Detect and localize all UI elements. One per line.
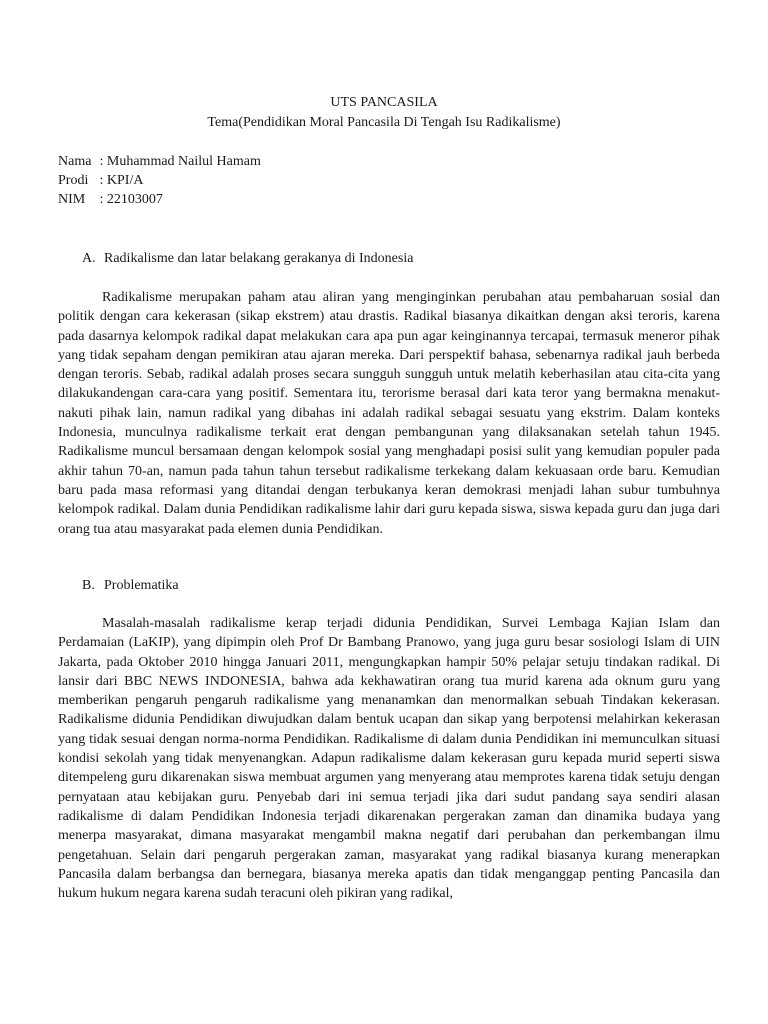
section-heading-text: Radikalisme dan latar belakang gerakanya di Indonesia [104,251,414,266]
section-heading-b [82,577,179,595]
document-subtitle: Tema(Pendidikan Moral Pancasila Di Tengah Isu Radikalisme) [207,115,561,130]
student-info [58,152,261,209]
section-a-paragraph: Radikalisme merupakan paham atau aliran yang menginginkan perubahan atau pembaharuan sosial dan politik dengan cara kekerasan (sikap ekstrem) atau drastis. Radikal biasanya dikaitkan dengan aksi teroris, karena pada dasarnya kelompok radikal dapat melakukan cara apa pun agar keinginannya tercapai, termasuk meneror pihak yang tidak sepaham dengan pemikiran atau ajaran mereka. Dari perspektif bahasa, sebenarnya radikal jauh berbeda dengan teroris. Sebab, radikal adalah proses secara sungguh sungguh untuk melatih keberhasilan atau cita-cita yang dilakukandengan cara-cara yang positif. Sementara itu, terorisme berasal dari kata teror yang bermakna menakut-nakuti pihak lain, namun radikal yang dibahas ini adalah radikal sebagai sesuatu yang ekstrim. Dalam konteks Indonesia, munculnya radikalisme terkait erat dengan pembangunan yang dilaksanakan setelah tahun 1945. Radikalisme muncul bersamaan dengan kelompok sosial yang menghadapi posisi sulit yang kemudian populer pada akhir tahun 70-an, namun pada tahun tahun tersebut radikalisme terkekang dalam kekuasaan orde baru. Kemudian baru pada masa reformasi yang ditandai dengan terbukanya keran demokrasi menjadi lahan subur tumbuhnya kelompok radikal. Dalam dunia Pendidikan radikalisme lahir dari guru kepada siswa, siswa kepada guru dan juga dari orang tua atau masyarakat pada elemen dunia Pendidikan. [58,290,720,537]
section-b-paragraph: Masalah-masalah radikalisme kerap terjadi didunia Pendidikan, Survei Lembaga Kajian Islam dan Perdamaian (LaKIP), yang dipimpin oleh Prof Dr Bambang Pranowo, yang juga guru besar sosiologi Islam di UIN Jakarta, pada Oktober 2010 hingga Januari 2011, mengungkapkan hampir 50% pelajar setuju tindakan radikal. Di lansir dari BBC NEWS INDONESIA, bahwa ada kekhawatiran orang tua murid karena ada oknum guru yang memberikan pengaruh pengaruh radikalisme yang menanamkan dan menormalkan sebuah Tindakan kekerasan. Radikalisme didunia Pendidikan diwujudkan dalam bentuk ucapan dan sikap yang berpotensi melahirkan kekerasan yang tidak sesuai dengan norma-norma Pendidikan. Radikalisme di dalam dunia Pendidikan ini memunculkan situasi kondisi sekolah yang tidak menyenangkan. Adapun radikalisme dalam kekerasan guru kepada murid seperti siswa ditempeleng guru dikarenakan siswa membuat argumen yang menyerang atau memprotes karena tidak setuju dengan pernyataan atau kebijakan guru. Penyebab dari ini semua terjadi jika dari sudut pandang saya sendiri alasan radikalisme di dalam Pendidikan Indonesia terjadi dikarenakan pergerakan zaman dan dinamika budaya yang menerpa masyarakat, dimana masyarakat mengambil makna negatif dari perubahan dan perkembangan ilmu pengetahuan. Selain dari pengaruh pergerakan zaman, masyarakat yang radikal biasanya kurang menerapkan Pancasila dalam berbangsa dan bernegara, biasanya mereka apatis dan tidak menganggap penting Pancasila dan hukum hukum negara karena sudah teracuni oleh pikiran yang radikal, [58,616,720,902]
info-row-prodi [58,171,261,190]
info-value: : KPI/A [99,173,144,188]
document-title: UTS PANCASILA [330,95,438,110]
info-row-nama [58,152,261,171]
section-heading-text: Problematika [104,578,179,593]
info-value: : 22103007 [99,192,163,207]
info-label: Nama [58,154,92,169]
section-letter: A. [82,251,96,266]
section-heading-a [82,250,413,268]
info-label: Prodi [58,173,89,188]
info-value: : Muhammad Nailul Hamam [99,154,261,169]
info-row-nim [58,190,261,209]
section-letter: B. [82,578,95,593]
info-label: NIM [58,192,86,207]
